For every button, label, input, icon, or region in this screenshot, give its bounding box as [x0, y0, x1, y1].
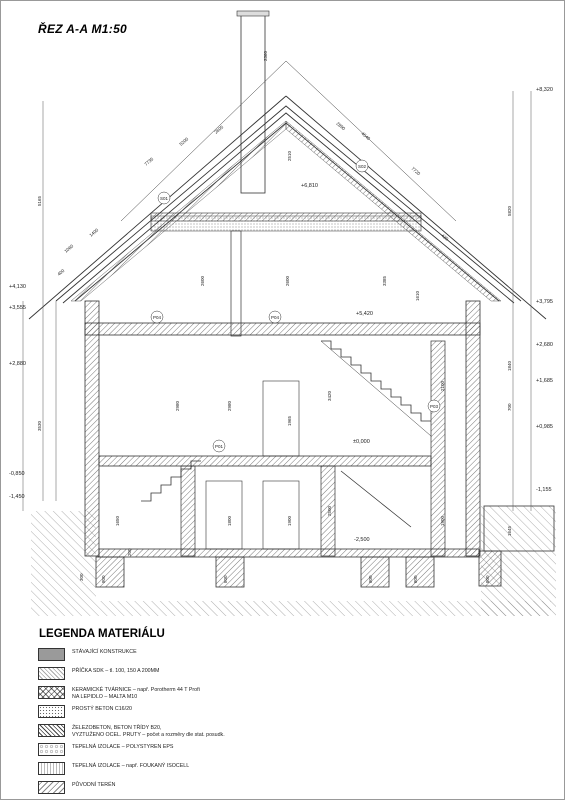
legend-swatch: [38, 724, 65, 737]
legend-swatch: [38, 781, 65, 794]
dim-r-1: 7735: [143, 156, 155, 167]
legend-label: PROSTÝ BETON C16/20: [72, 706, 132, 712]
dim-v-14: 2500: [327, 505, 332, 516]
levels-right: [536, 87, 553, 493]
legend-swatch: [38, 667, 65, 680]
legend-label: TEPELNÁ IZOLACE – např. FOUKANÝ ISOCELL: [72, 763, 190, 769]
dim-r-9: 1400: [88, 227, 100, 238]
dim-v-13: 1900: [287, 515, 292, 526]
dimension-lines-right: [513, 91, 531, 511]
room-tag-1: S01: [159, 196, 169, 201]
level-left-1: +4,130: [9, 284, 26, 290]
level-inner-4: -2,500: [354, 537, 370, 543]
dim-f-3: 800: [368, 575, 373, 583]
staircase-upper: [321, 341, 431, 421]
legend-item: [38, 684, 338, 703]
materials-legend: [38, 646, 338, 798]
room-tag-6: P01: [214, 444, 224, 449]
dims-roof: [56, 50, 449, 276]
legend-label: PŘÍČKA SDK – tl. 100, 150 A 200MM: [72, 668, 160, 674]
legend-label: STÁVAJÍCÍ KONSTRUKCE: [72, 649, 137, 655]
dimension-lines-left: [23, 101, 56, 511]
dim-f-6: 200: [127, 548, 132, 556]
room-tag-5: P03: [429, 404, 439, 409]
dim-f-2: 800: [223, 575, 228, 583]
level-left-4: -0,850: [9, 471, 25, 477]
dim-v-1: 5165: [37, 195, 42, 206]
dim-r-5: 2510: [287, 150, 292, 161]
dim-v-3: 2600: [200, 275, 205, 286]
dim-v-10: 2100: [440, 380, 445, 391]
door-basement-1: [206, 481, 242, 549]
room-tag-2: S02: [357, 164, 367, 169]
chimney: [241, 13, 265, 193]
legend-swatch: [38, 743, 65, 756]
dim-r-11: 400: [56, 268, 66, 277]
legend-item: [38, 646, 338, 665]
staircase-basement: [341, 471, 411, 527]
level-left-5: -1,450: [9, 494, 25, 500]
rafter-left: [71, 121, 286, 301]
dim-r-10: 1060: [63, 243, 75, 254]
level-inner-1: +6,810: [301, 183, 318, 189]
dim-v-7: 2980: [175, 400, 180, 411]
legend-item: [38, 703, 338, 722]
door-basement-2: [263, 481, 299, 549]
dim-v-9: 3420: [327, 390, 332, 401]
level-left-3: +2,880: [9, 361, 26, 367]
room-tag-4: P04: [270, 315, 280, 320]
dim-r-2: 5200: [178, 136, 190, 147]
dim-r-7: 4540: [360, 130, 372, 142]
dim-f-5: 800: [485, 575, 490, 583]
wall-left: [85, 301, 99, 556]
page-title: ŘEZ A-A M1:50: [38, 22, 128, 36]
legend-label: TEPELNÁ IZOLACE – POLYSTYREN EPS: [72, 744, 174, 750]
level-left-2: +3,555: [9, 305, 26, 311]
dim-f-1: 800: [101, 575, 106, 583]
legend-title: LEGENDA MATERIÁLU: [39, 628, 165, 640]
wall-inner-1: [231, 231, 241, 336]
dim-v-18: 5820: [507, 205, 512, 216]
legend-item: [38, 760, 338, 779]
levels-inner: [301, 183, 373, 543]
dim-f-7: 300: [79, 573, 84, 581]
slab-attic: [85, 323, 480, 335]
dim-r-3: 2605: [213, 124, 225, 135]
legend-swatch: [38, 686, 65, 699]
dim-v-19: 1840: [507, 360, 512, 371]
dim-v-15: 1900: [440, 515, 445, 526]
legend-item: [38, 779, 338, 798]
legend-swatch: [38, 705, 65, 718]
dim-f-4: 800: [413, 575, 418, 583]
dim-v-20: 700: [507, 403, 512, 411]
legend-item: [38, 665, 338, 684]
dim-v-17: 1645: [507, 525, 512, 536]
slab-basement: [99, 549, 479, 557]
dim-v-2: 3530: [37, 420, 42, 431]
dim-v-5: 3385: [382, 275, 387, 286]
level-right-3: +2,680: [536, 342, 553, 348]
dim-r-4: 2360: [263, 50, 268, 61]
dim-v-12: 1800: [227, 515, 232, 526]
level-right-5: +0,985: [536, 424, 553, 430]
section-drawing: [1, 1, 565, 621]
dim-v-6: 1610: [415, 290, 420, 301]
dim-v-11: 1965: [287, 415, 292, 426]
levels-left: [9, 284, 26, 500]
slab-ground: [99, 456, 431, 466]
roof-collar: [151, 213, 421, 221]
legend-label: KERAMICKÉ TVÁRNICE – např. Porotherm 44 T Profi NA LEPIDLO – MALTA M10: [72, 687, 200, 700]
wall-inner-2: [181, 466, 195, 556]
dim-r-12: 420: [440, 232, 450, 242]
dim-v-8: 2980: [227, 400, 232, 411]
dim-r-8: 7720: [410, 165, 422, 177]
wall-right: [466, 301, 480, 556]
legend-swatch: [38, 648, 65, 661]
rafter-right: [286, 121, 501, 301]
dim-v-4: 2600: [285, 275, 290, 286]
level-right-4: +1,685: [536, 378, 553, 384]
level-right-2: +3,795: [536, 299, 553, 305]
level-inner-2: +5,420: [356, 311, 373, 317]
dim-v-16: 1650: [115, 515, 120, 526]
room-tag-3: P04: [152, 315, 162, 320]
level-right-6: -1,155: [536, 487, 552, 493]
dim-r-6: 2890: [335, 120, 347, 132]
level-inner-3: ±0,000: [353, 439, 370, 445]
level-right-1: +8,320: [536, 87, 553, 93]
legend-item: [38, 722, 338, 741]
door-ground: [263, 381, 299, 456]
legend-item: [38, 741, 338, 760]
legend-label: PŮVODNÍ TERÉN: [72, 782, 116, 788]
legend-swatch: [38, 762, 65, 775]
legend-label: ŽELEZOBETON, BETON TŘÍDY B20, VYZTUŽENO OCEL. PRUTY – počet a rozměry dle stat. posudk.: [72, 725, 225, 738]
